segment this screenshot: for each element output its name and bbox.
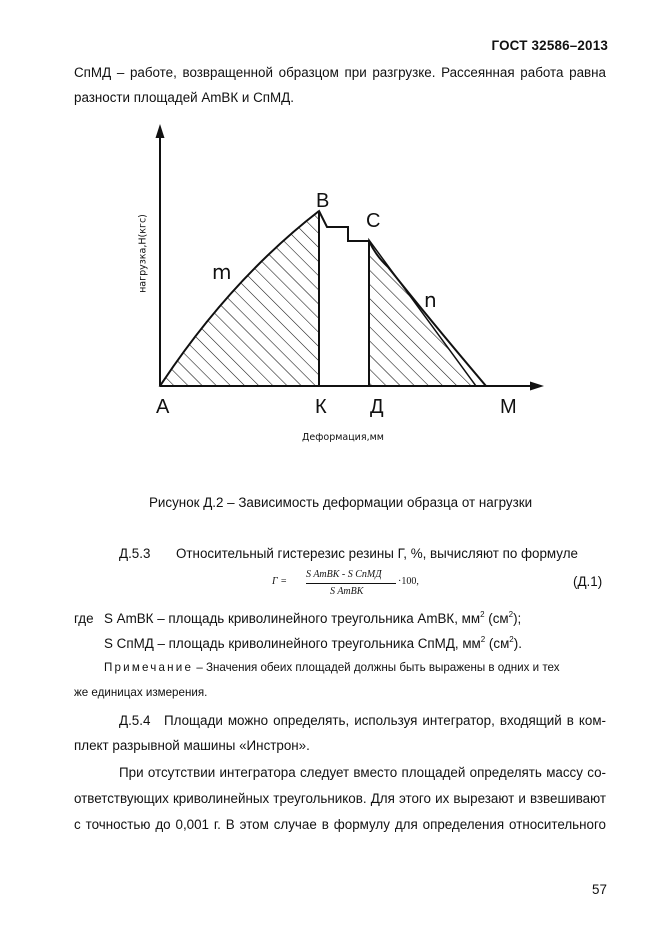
point-b-label: В — [316, 190, 330, 212]
paragraph-line-2: ответствующих криволинейных треугольников. Для этого их вырезают и взвешивают — [74, 791, 606, 806]
section-number-d54: Д.5.4 — [119, 713, 151, 728]
unloading-steps — [319, 211, 369, 241]
page-number: 57 — [592, 882, 607, 897]
formula-lhs: Г = — [272, 576, 287, 587]
section-text-d53: Относительный гистерезис резины Г, %, вычисляют по формуле — [176, 546, 578, 561]
figure-caption: Рисунок Д.2 – Зависимость деформации образца от нагрузки — [149, 495, 533, 510]
paragraph-line-3: с точностью до 0,001 г. В этом случае в формулу для определения относительного — [74, 817, 606, 832]
formula-multiplier: ·100, — [398, 576, 419, 587]
where-label: где — [74, 611, 94, 626]
x-axis-label: Деформация,мм — [302, 432, 384, 443]
fraction-bar — [306, 583, 396, 584]
definition-s-amvk: S АmВК – площадь криволинейного треугольника АmВК, $мм^2$ $(см^2)$; — [104, 609, 522, 626]
formula-denominator: S AmBK — [330, 586, 364, 597]
note-text: – Значения обеих площадей должны быть выражены в одних и тех — [193, 661, 560, 674]
paragraph-line-1: При отсутствии интегратора следует вместо площадей определять массу со- — [119, 765, 606, 780]
point-d-label: Д — [370, 396, 384, 418]
curve-n-label: n — [424, 288, 437, 312]
note — [104, 661, 560, 674]
formula-numerator: S AmBK - S CпМД — [306, 569, 382, 580]
point-m-label: М — [500, 396, 517, 418]
y-axis — [156, 124, 165, 386]
point-a-label: А — [156, 396, 170, 418]
intro-line-1: СпМД – работе, возвращенной образцом при разгрузке. Рассеянная работа равна — [74, 65, 606, 80]
note-line-2: же единицах измерения. — [74, 686, 208, 699]
formula-number: (Д.1) — [573, 574, 603, 589]
area-cnmd — [369, 240, 476, 386]
area-amvk — [160, 211, 319, 386]
section-number-d53: Д.5.3 — [119, 546, 151, 561]
point-k-label: К — [315, 396, 327, 418]
section-d54-line-2: плект разрывной машины «Инстрон». — [74, 738, 310, 753]
note-label: Примечание — [104, 661, 194, 674]
point-c-label: С — [366, 210, 381, 232]
curve-m-label: m — [212, 260, 232, 284]
definition-s-spmd: S СпМД – площадь криволинейного треугольника СпМД, $мм^2$ $(см^2)$. — [104, 634, 522, 651]
document-header: ГОСТ 32586–2013 — [491, 38, 608, 53]
section-text-d54: Площади можно определять, используя интегратор, входящий в ком- — [164, 713, 606, 728]
y-axis-label: нагрузка,Н(кгс) — [137, 214, 149, 293]
intro-line-2: разности площадей АmВК и СпМД. — [74, 90, 294, 105]
deformation-load-diagram — [120, 120, 560, 450]
